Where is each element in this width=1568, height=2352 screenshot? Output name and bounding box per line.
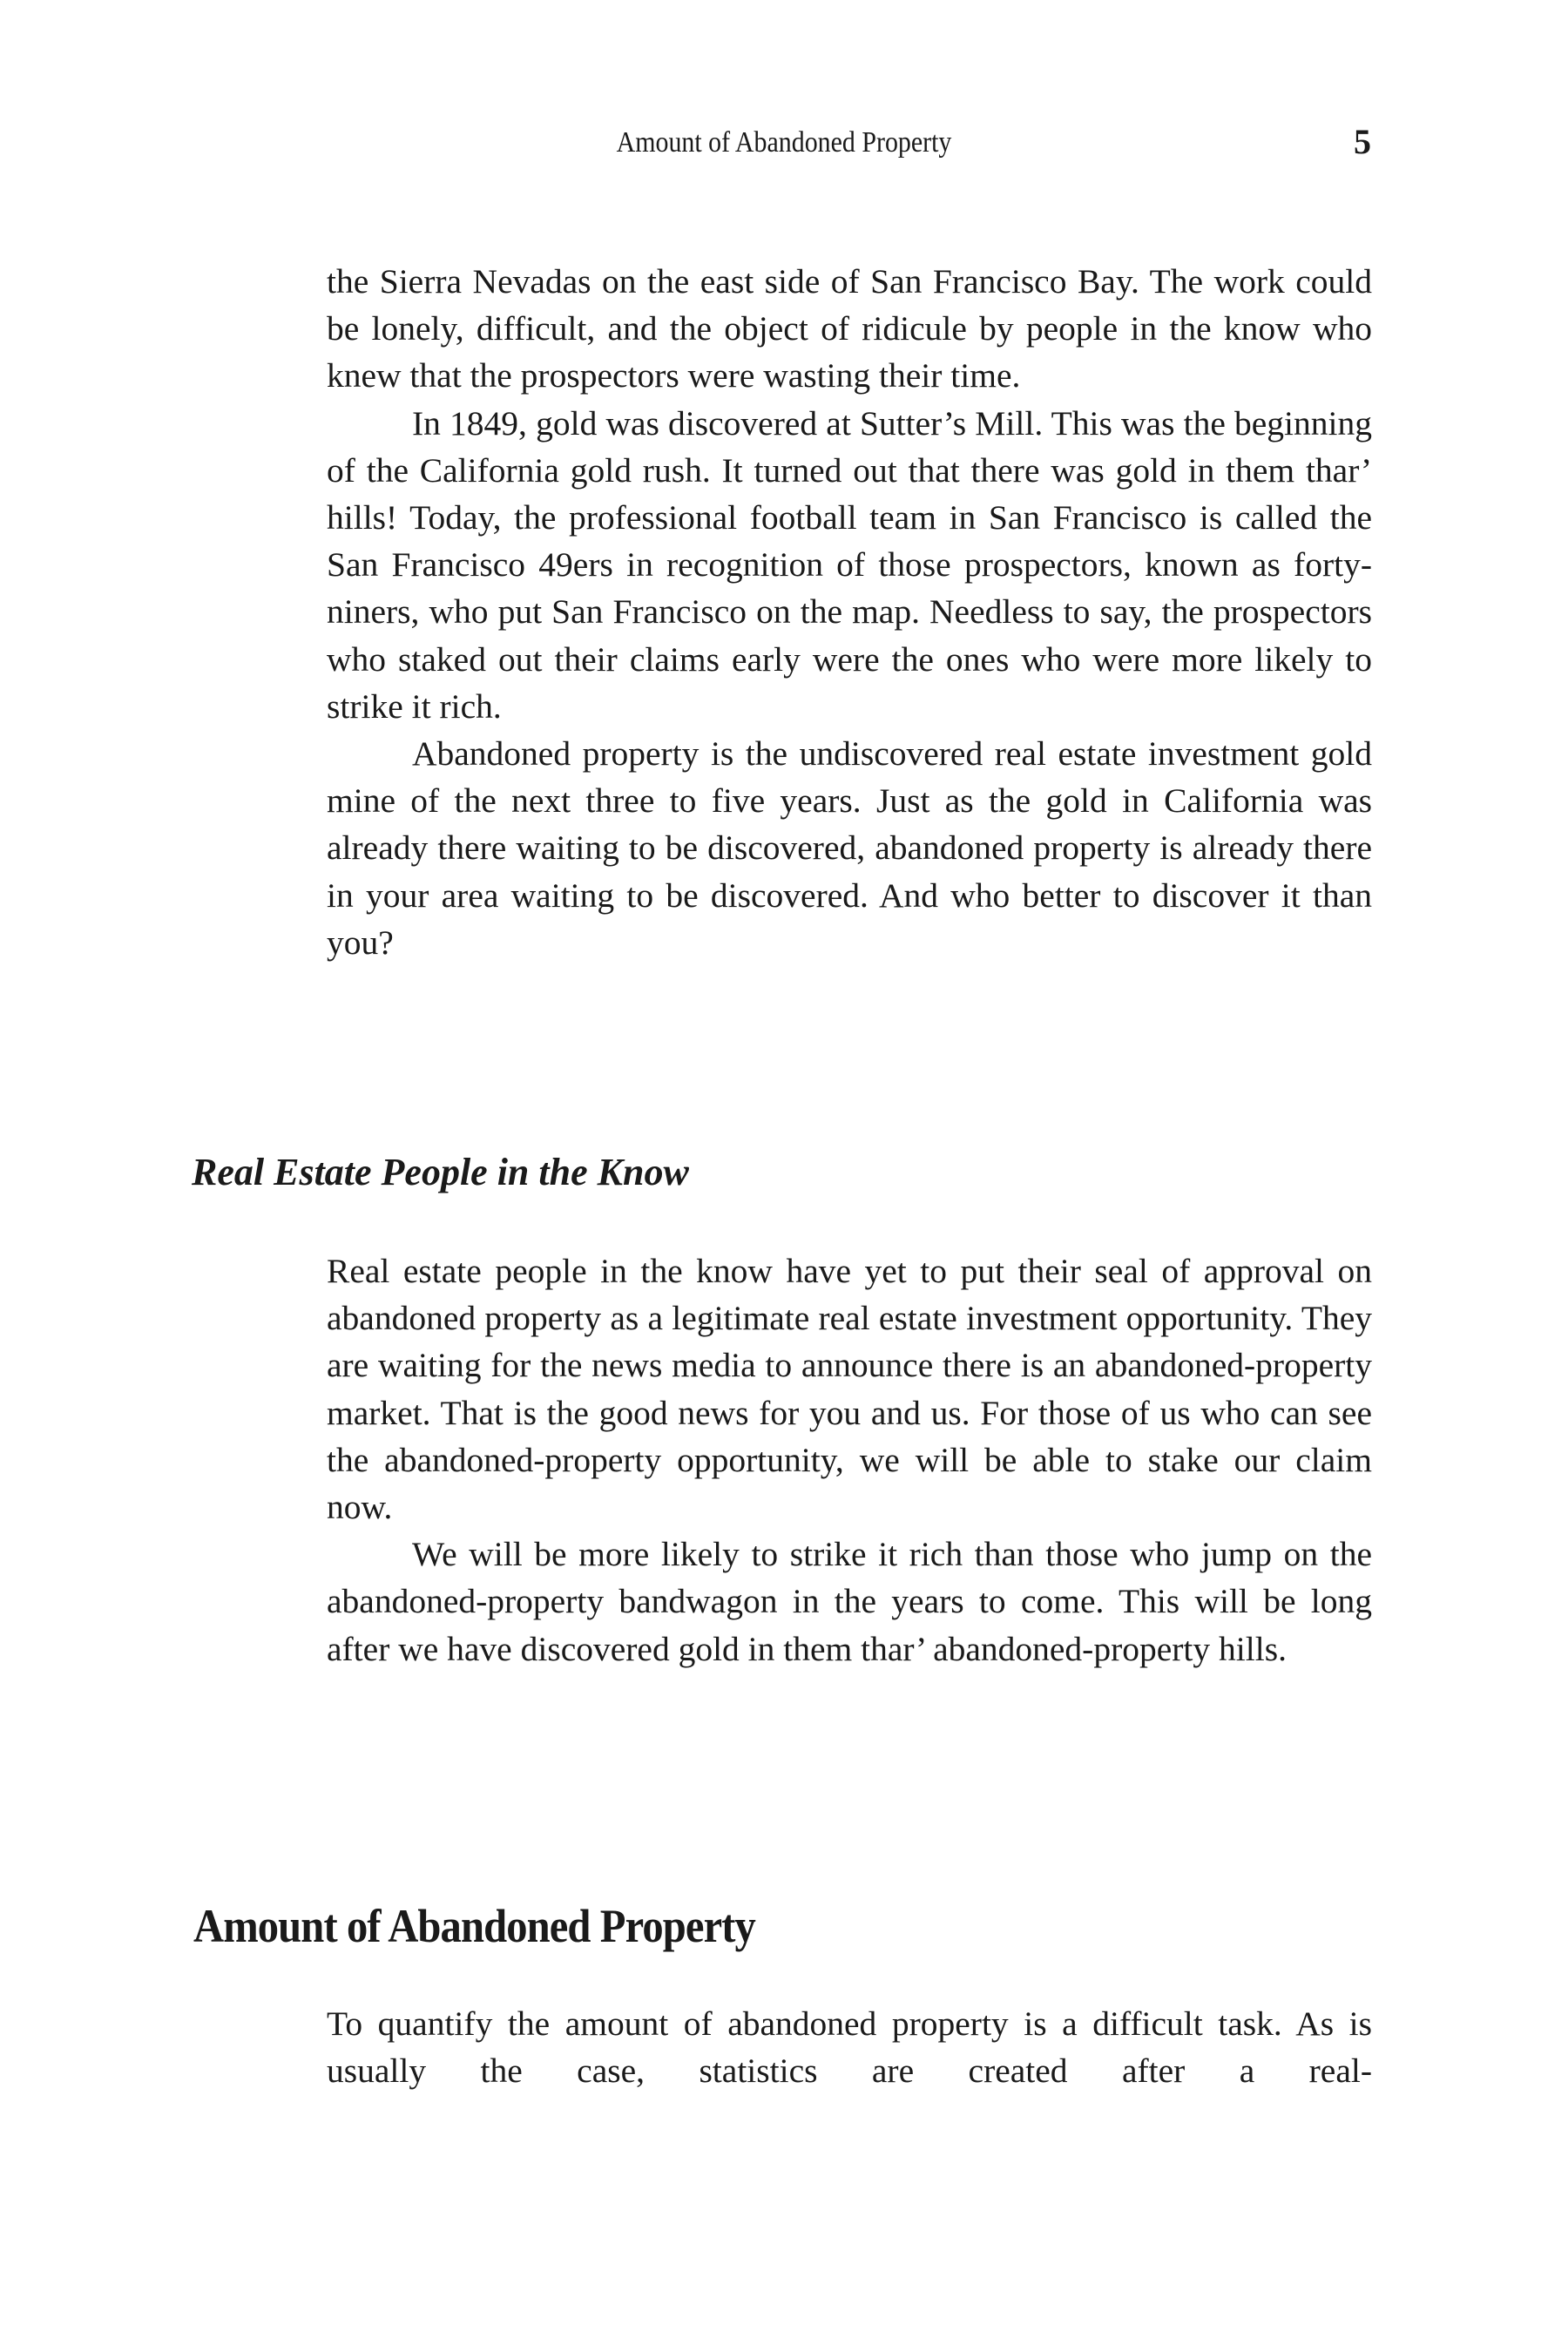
body-text-block (327, 1247, 1372, 1673)
paragraph: Real estate people in the know have yet to put their seal of approval on abandoned property as a legitimate real estate investment opportunity. They are waiting for the news media to announce there is an abandoned-property market. That is the good news for you and us. For those of us who can see the abandoned-property opportunity, we will be able to stake our claim now. (327, 1252, 1372, 1527)
paragraph: Abandoned property is the undiscovered real estate investment gold mine of the next three to five years. Just as the gold in California was already there waiting to be discovered, abandoned property is already there in your area waiting to be discovered. And who better to discover it than you? (327, 734, 1372, 962)
subheading: Real Estate People in the Know (192, 1151, 689, 1193)
paragraph: In 1849, gold was discovered at Sutter’s Mill. This was the beginning of the California gold rush. It turned out that there was gold in them thar’ hills! Today, the professional football team in San Francisco is called the San Francisco 49ers in recognition of those prospectors, known as forty-niners, who put San Francisco on the map. Needless to say, the prospectors who staked out their claims early were the ones who were more likely to strike it rich. (327, 403, 1372, 726)
paragraph: To quantify the amount of abandoned property is a difficult task. As is usually the case, statistics are created after a real- (327, 2004, 1372, 2091)
running-head (0, 122, 1568, 170)
page-number: 5 (1354, 122, 1371, 161)
section-heading: Amount of Abandoned Property (193, 1900, 755, 1952)
body-text-block (327, 2000, 1372, 2094)
paragraph: We will be more likely to strike it rich than those who jump on the abandoned-property bandwagon in the years to come. This will be long after we have discovered gold in them thar’ abandoned-property hills. (327, 1535, 1372, 1668)
running-title: Amount of Abandoned Property (616, 126, 952, 159)
body-text-block (327, 258, 1372, 966)
paragraph: the Sierra Nevadas on the east side of San Francisco Bay. The work could be lonely, difficult, and the object of ridicule by people in the know who knew that the prospectors were wasting their time. (327, 262, 1372, 395)
